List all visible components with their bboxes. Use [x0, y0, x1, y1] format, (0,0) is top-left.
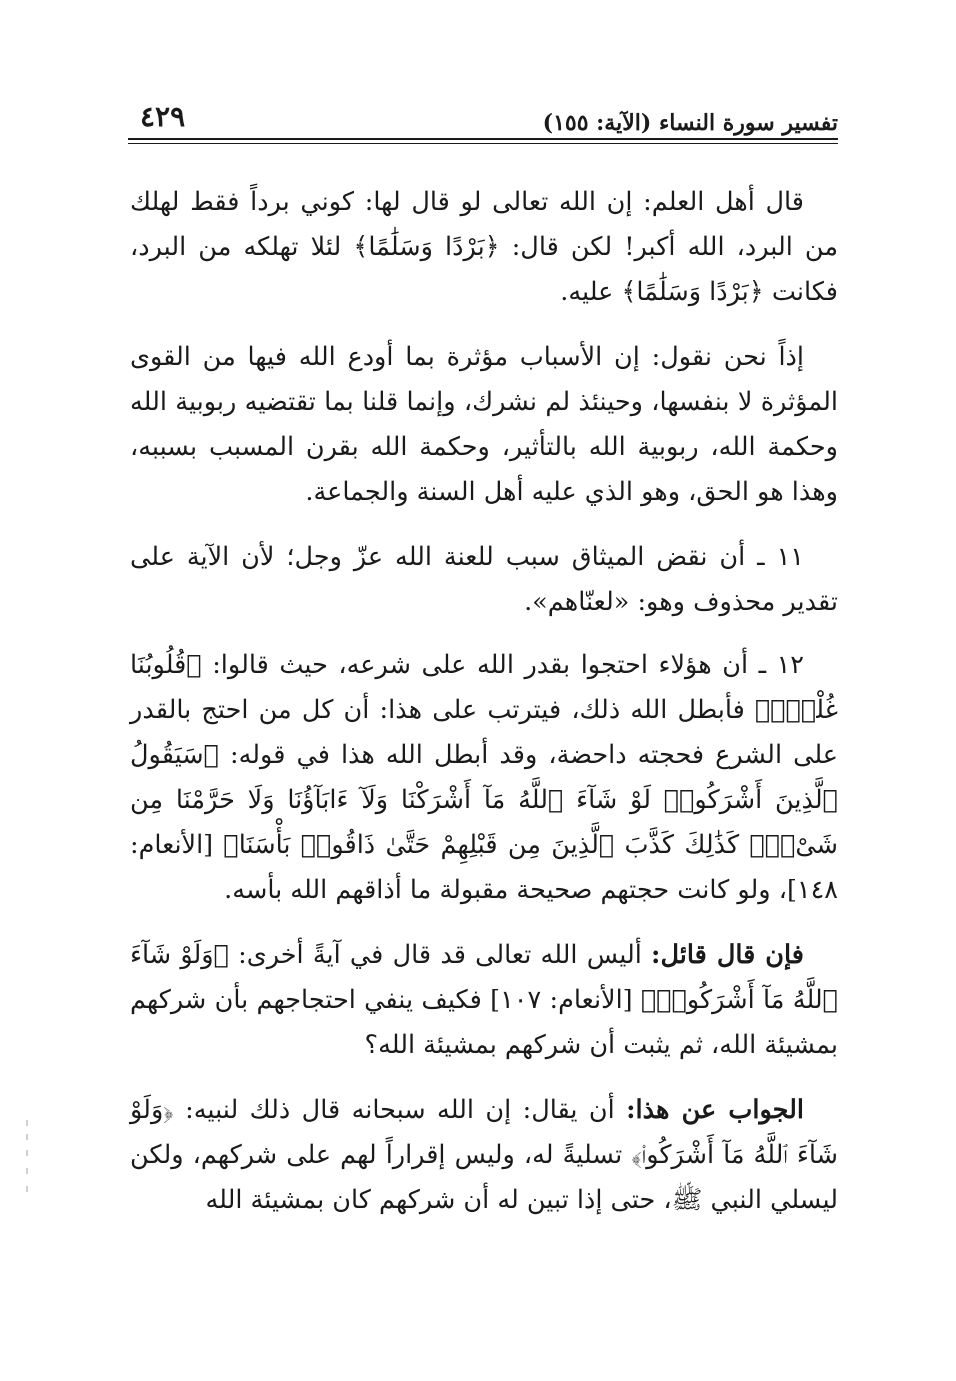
- page-number: ٤٢٩: [140, 100, 186, 133]
- page-header: [128, 92, 838, 142]
- header-rule-thin: [128, 143, 838, 144]
- paragraph-3: [130, 535, 838, 625]
- paragraph-text: ١٢ ـ أن هؤلاء احتجوا بقدر الله على شرعه، حيث قالوا: ﴿قُلُوبُنَا غُلْفٌۢ﴾ فأبطل الله ذلك، فيترتب على هذا: أن كل من احتج بالقدر على الشرع فحجته داحضة، وقد أبطل الله هذا في قوله: ﴿سَيَقُولُ ٱلَّذِينَ أَشْرَكُوا۟ لَوْ شَآءَ ٱللَّهُ مَآ أَشْرَكْنَا وَلَآ ءَابَآؤُنَا وَلَا حَرَّمْنَا مِن شَىْءٍۢ كَذَٰلِكَ كَذَّبَ ٱلَّذِينَ مِن قَبْلِهِمْ حَتَّىٰ ذَاقُوا۟ بَأْسَنَا﴾ [الأنعام: ١٤٨]، ولو كانت حجتهم صحيحة مقبولة ما أذاقهم الله بأسه.: [130, 650, 838, 905]
- paragraph-text: ١١ ـ أن نقض الميثاق سبب للعنة الله عزّ وجل؛ لأن الآية على تقدير محذوف وهو: «لعنّاهم».: [130, 542, 838, 617]
- running-head: تفسير سورة النساء (الآية: ١٥٥): [542, 110, 838, 136]
- scan-margin-marks: [22, 1120, 34, 1210]
- paragraph-lead: الجواب عن هذا:: [626, 1095, 804, 1125]
- paragraph-1: [130, 180, 838, 315]
- paragraph-2: [130, 335, 838, 515]
- paragraph-5: [130, 933, 838, 1068]
- paragraph-text: أليس الله تعالى قد قال في آيةً أخرى: ﴿وَلَوْ شَآءَ ٱللَّهُ مَآ أَشْرَكُوا۟﴾ [الأنعام: ١٠٧] فكيف ينفي احتجاجهم بأن شركهم بمشيئة الله، ثم يثبت أن شركهم بمشيئة الله؟: [130, 940, 838, 1060]
- body-text: [130, 180, 838, 1243]
- paragraph-4: [130, 643, 838, 913]
- paragraph-text: أن يقال: إن الله سبحانه قال ذلك لنبيه: ﴿وَلَوْ شَآءَ ٱللَّهُ مَآ أَشْرَكُوا۟﴾ تسليةً له، وليس إقراراً لهم على شركهم، ولكن ليسلي النبي ﷺ، حتى إذا تبين له أن شركهم كان بمشيئة الله: [130, 1095, 838, 1215]
- header-rule-thick: [128, 138, 838, 140]
- paragraph-text: إذاً نحن نقول: إن الأسباب مؤثرة بما أودع الله فيها من القوى المؤثرة لا بنفسها، وحينئذ لم نشرك، وإنما قلنا بما تقتضيه ربوبية الله وحكمة الله، ربوبية الله بالتأثير، وحكمة الله بقرن المسبب بسببه، وهذا هو الحق، وهو الذي عليه أهل السنة والجماعة.: [130, 342, 838, 507]
- paragraph-text: قال أهل العلم: إن الله تعالى لو قال لها: كوني برداً فقط لهلك من البرد، الله أكبر! لكن قال: ﴿بَرْدًا وَسَلَٰمًا﴾ لئلا تهلكه من البرد، فكانت ﴿بَرْدًا وَسَلَٰمًا﴾ عليه.: [130, 187, 838, 307]
- paragraph-6: [130, 1088, 838, 1223]
- paragraph-lead: فإن قال قائل:: [651, 940, 804, 970]
